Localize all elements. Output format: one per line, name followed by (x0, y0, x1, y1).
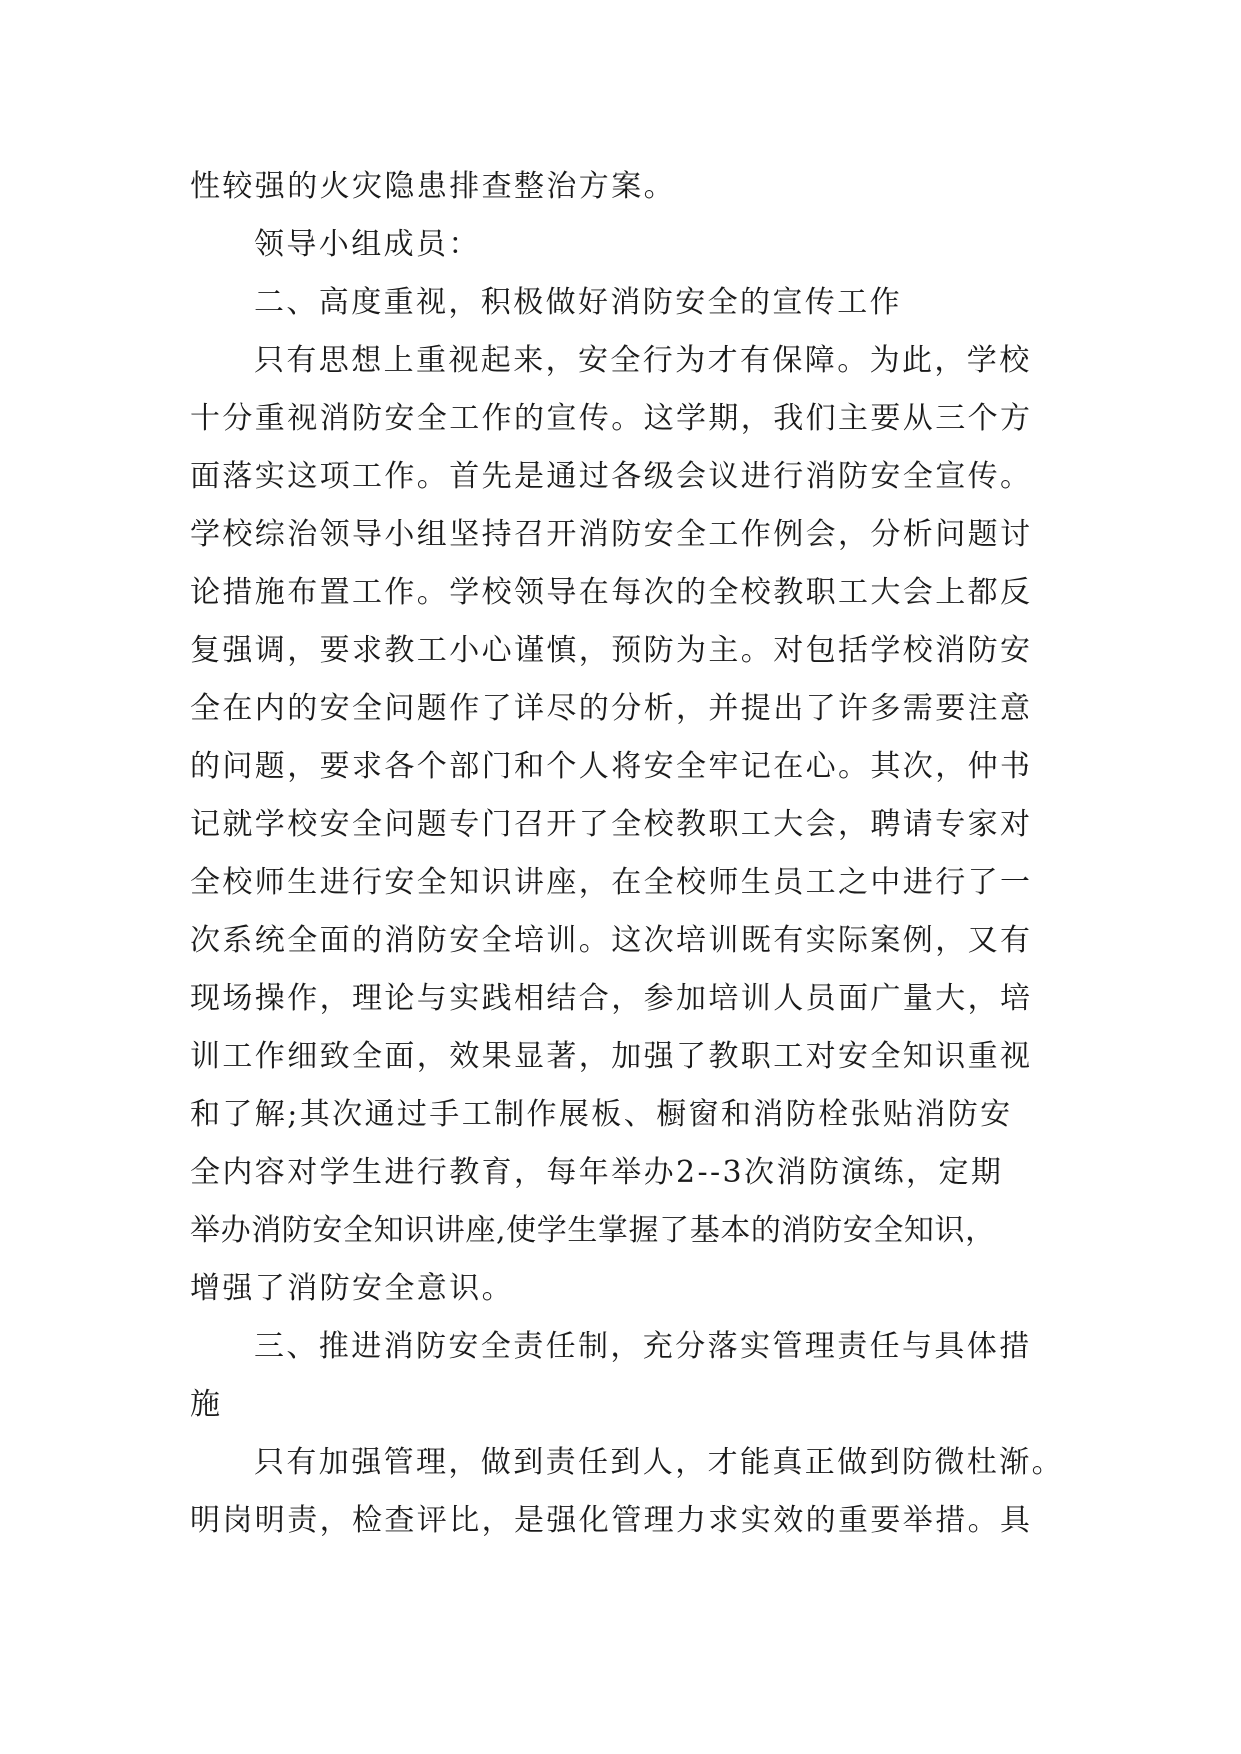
text-line: 训工作细致全面，效果显著，加强了教职工对安全知识重视 (190, 1039, 1033, 1074)
text-line: 举办消防安全知识讲座,使学生掌握了基本的消防安全知识， (190, 1213, 996, 1248)
document-body (190, 158, 1070, 1550)
text-line: 十分重视消防安全工作的宣传。这学期，我们主要从三个方 (190, 401, 1033, 436)
section-heading: 三、推进消防安全责任制，充分落实管理责任与具体措 (254, 1329, 1032, 1364)
text-line: 学校综治领导小组坚持召开消防安全工作例会，分析问题讨 (190, 517, 1033, 552)
text-line: 现场操作，理论与实践相结合，参加培训人员面广量大，培 (190, 981, 1033, 1016)
text-line: 明岗明责，检查评比，是强化管理力求实效的重要举措。具 (190, 1503, 1033, 1538)
text-line: 复强调，要求教工小心谨慎，预防为主。对包括学校消防安 (190, 633, 1033, 668)
section-heading-continuation: 施 (190, 1387, 223, 1422)
text-line: 增强了消防安全意识。 (190, 1271, 514, 1306)
text-line: 只有思想上重视起来，安全行为才有保障。为此，学校 (254, 343, 1032, 378)
text-line: 的问题，要求各个部门和个人将安全牢记在心。其次，仲书 (190, 749, 1033, 784)
text-line: 只有加强管理，做到责任到人，才能真正做到防微杜渐。 (254, 1445, 1064, 1480)
text-line: 次系统全面的消防安全培训。这次培训既有实际案例，又有 (190, 923, 1033, 958)
text-line: 性较强的火灾隐患排查整治方案。 (190, 169, 676, 204)
text-line: 记就学校安全问题专门召开了全校教职工大会，聘请专家对 (190, 807, 1033, 842)
section-label: 领导小组成员： (254, 227, 481, 262)
text-line: 和了解;其次通过手工制作展板、橱窗和消防栓张贴消防安 (190, 1097, 1013, 1132)
section-heading: 二、高度重视，积极做好消防安全的宣传工作 (254, 285, 902, 320)
text-line: 全在内的安全问题作了详尽的分析，并提出了许多需要注意 (190, 691, 1033, 726)
text-line: 面落实这项工作。首先是通过各级会议进行消防安全宣传。 (190, 459, 1033, 494)
text-line: 全内容对学生进行教育，每年举办2--3次消防演练，定期 (190, 1155, 1004, 1190)
text-line: 全校师生进行安全知识讲座，在全校师生员工之中进行了一 (190, 865, 1033, 900)
text-line: 论措施布置工作。学校领导在每次的全校教职工大会上都反 (190, 575, 1033, 610)
